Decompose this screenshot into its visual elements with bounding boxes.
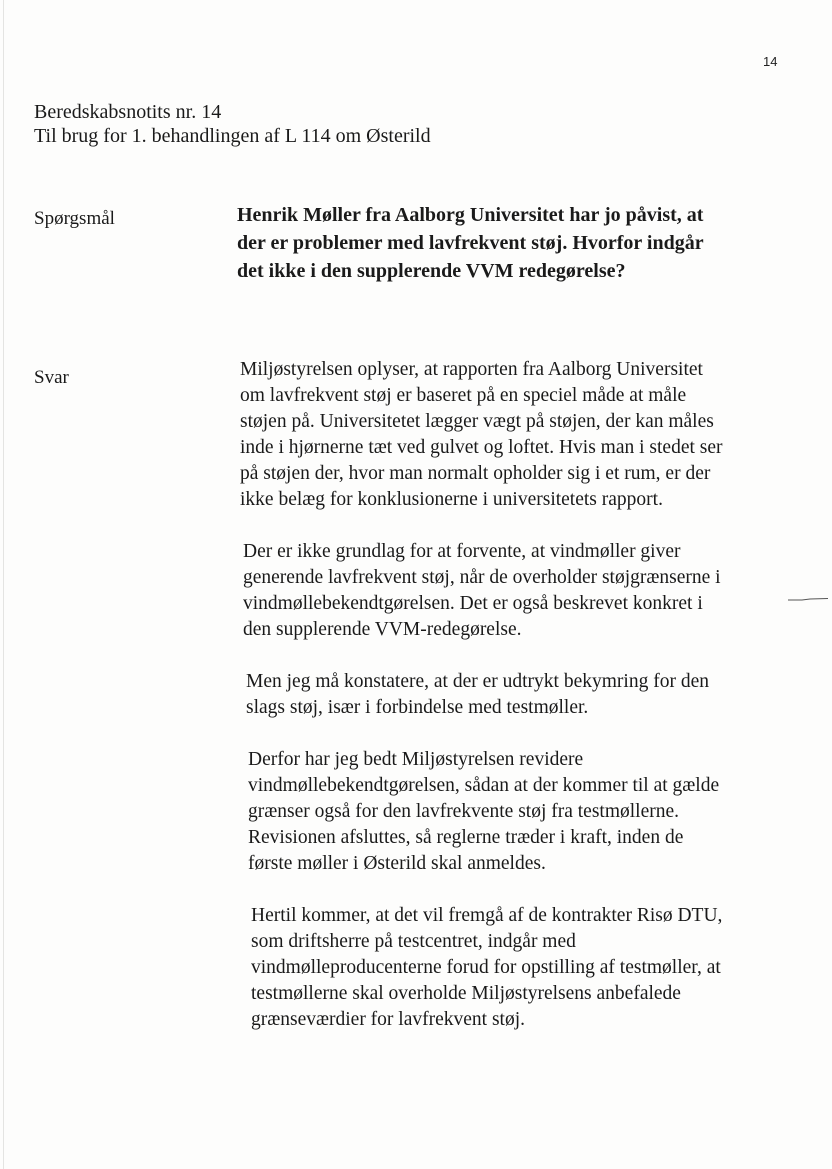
question-label: Spørgsmål	[34, 208, 115, 229]
answer-paragraph: Miljøstyrelsen oplyser, at rapporten fra Aalborg Universitet om lavfrekvent støj er baseret på en speciel måde at måle støjen på. Universitetet lægger vægt på støjen, der kan måles inde i hjørnerne tæt ved gulvet og loftet. Hvis man i stedet ser på støjen der, hvor man normalt opholder sig i et rum, er der ikke belæg for konklusionerne i universitetets rapport.	[240, 359, 723, 510]
answer-paragraph: Hertil kommer, at det vil fremgå af de kontrakter Risø DTU, som driftsherre på testcentret, indgår med vindmølleproducenterne forud for opstilling af testmøller, at testmøllerne skal overholde Miljøstyrelsens anbefalede grænseværdier for lavfrekvent støj.	[251, 905, 723, 1030]
question-text: Henrik Møller fra Aalborg Universitet har jo påvist, at der er problemer med lavfrekvent støj. Hvorfor indgår det ikke i den supplerende VVM redegørelse?	[237, 204, 704, 282]
pen-mark	[788, 598, 828, 601]
answer-label: Svar	[34, 367, 69, 388]
header-subtitle: Til brug for 1. behandlingen af L 114 om Østerild	[34, 125, 431, 147]
scan-margin-line	[3, 0, 4, 1169]
header-title: Beredskabsnotits nr. 14	[34, 101, 222, 123]
document-header	[34, 100, 431, 148]
page-number: 14	[763, 54, 778, 69]
answer-paragraph: Derfor har jeg bedt Miljøstyrelsen revidere vindmøllebekendtgørelsen, sådan at der kommer til at gælde grænser også for den lavfrekvente støj fra testmøllerne. Revisionen afsluttes, så reglerne træder i kraft, inden de første møller i Østerild skal anmeldes.	[248, 749, 720, 874]
answer-paragraph: Men jeg må konstatere, at der er udtrykt bekymring for den slags støj, især i forbindelse med testmøller.	[246, 671, 709, 718]
answer-paragraph: Der er ikke grundlag for at forvente, at vindmøller giver generende lavfrekvent støj, når de overholder støjgrænserne i vindmøllebekendtgørelsen. Det er også beskrevet konkret i den supplerende VVM-redegørelse.	[243, 541, 721, 640]
answer-body	[240, 357, 730, 1059]
